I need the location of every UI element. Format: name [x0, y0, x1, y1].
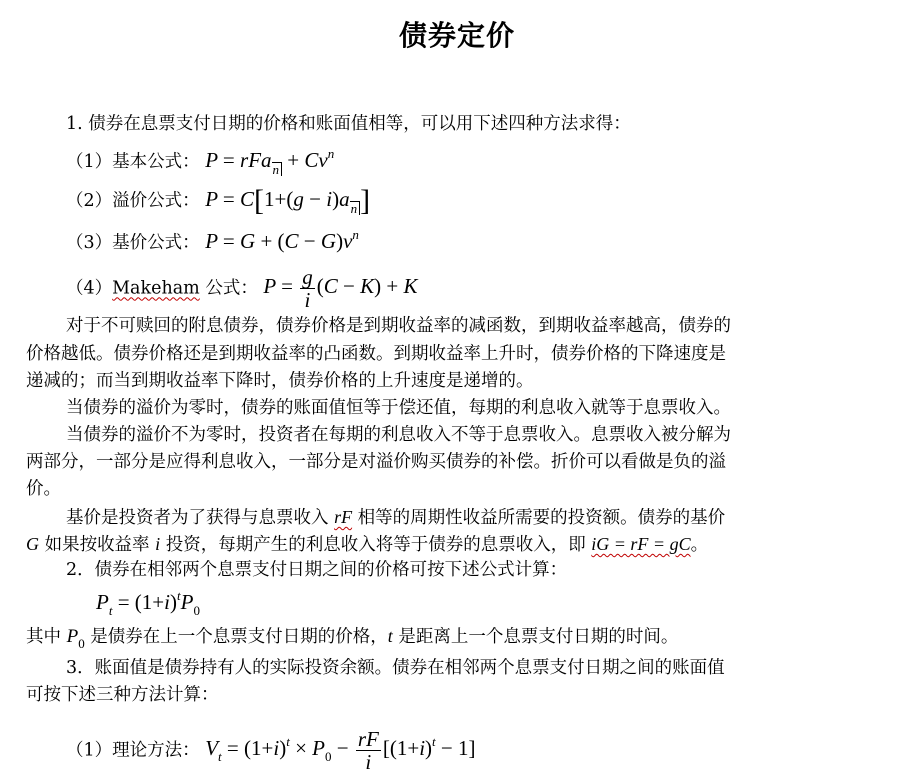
section3-line1: 3．账面值是债券持有人的实际投资余额。债券在相邻两个息票支付日期之间的账面值: [66, 658, 725, 678]
section2-note: 其中 $P_0$ 是债券在上一个息票支付日期的价格，t 是距离上一个息票支付日期的时间。: [26, 626, 679, 651]
formula-basic: P = rFan + $Cv^n$: [205, 146, 335, 177]
formula-basic-line: [66, 147, 334, 176]
formula-premium: P = C[1+(g − i)an ]: [205, 184, 371, 217]
para4-line2: G 如果按收益率 i 投资，每期产生的利息收入将等于债券的息票收入，即 iG = rF = gC。: [26, 534, 709, 555]
formula-base-label: （3）基价公式：: [66, 233, 200, 253]
formula-makeham: P = $\frac{g}{i}$ (C − K) + K: [263, 265, 418, 313]
makeham-word: Makeham: [112, 278, 200, 299]
para3-line3: 价。: [26, 479, 61, 499]
formula-theory: $V_t = (1+i)^t \times P_0$ − $\frac{rF}{i}$ $[(1+i)^t - 1]$: [205, 727, 476, 774]
para3-line2: 两部分，一部分是应得利息收入，一部分是对溢价购买债券的补偿。折价可以看做是负的溢: [26, 452, 726, 472]
formula-basic-label: （1）基本公式：: [66, 152, 200, 172]
section3-line2: 可按下述三种方法计算：: [26, 685, 219, 705]
para4-line1: 基价是投资者为了获得与息票收入 rF 相等的周期性收益所需要的投资额。债券的基价: [66, 507, 726, 528]
formula-theory-line: [66, 728, 476, 773]
formula-premium-line: [66, 186, 370, 216]
para1-line2: 价格越低。债券价格还是到期收益率的凸函数。到期收益率上升时，债券价格的下降速度是: [26, 344, 726, 364]
para1-line3: 递减的；而当到期收益率下降时，债券价格的上升速度是递增的。: [26, 371, 534, 391]
formula-base: $P = G + (C - G)v^n$: [205, 227, 359, 253]
formula-price-between: $P_t = (1+i)^tP_0$: [96, 588, 200, 618]
formula-premium-label: （2）溢价公式：: [66, 191, 200, 211]
formula-theory-label: （1）理论方法：: [66, 740, 200, 761]
para1-line1: 对于不可赎回的附息债券，债券价格是到期收益率的减函数，到期收益率越高，债券的: [66, 316, 731, 336]
page-title: 债券定价: [398, 19, 515, 52]
formula-makeham-line: （4）Makeham 公式： P = $\frac{g}{i}$ (C − K) + K: [66, 265, 418, 313]
section1-intro: 1. 债券在息票支付日期的价格和账面值相等，可以用下述四种方法求得：: [66, 114, 631, 134]
para3-line1: 当债券的溢价不为零时，投资者在每期的利息收入不等于息票收入。息票收入被分解为: [66, 425, 731, 445]
para2-line1: 当债券的溢价为零时，债券的账面值恒等于偿还值，每期的利息收入就等于息票收入。: [66, 398, 731, 418]
formula-base-line: [66, 228, 359, 253]
section2-intro: 2．债券在相邻两个息票支付日期之间的价格可按下述公式计算：: [66, 560, 568, 580]
